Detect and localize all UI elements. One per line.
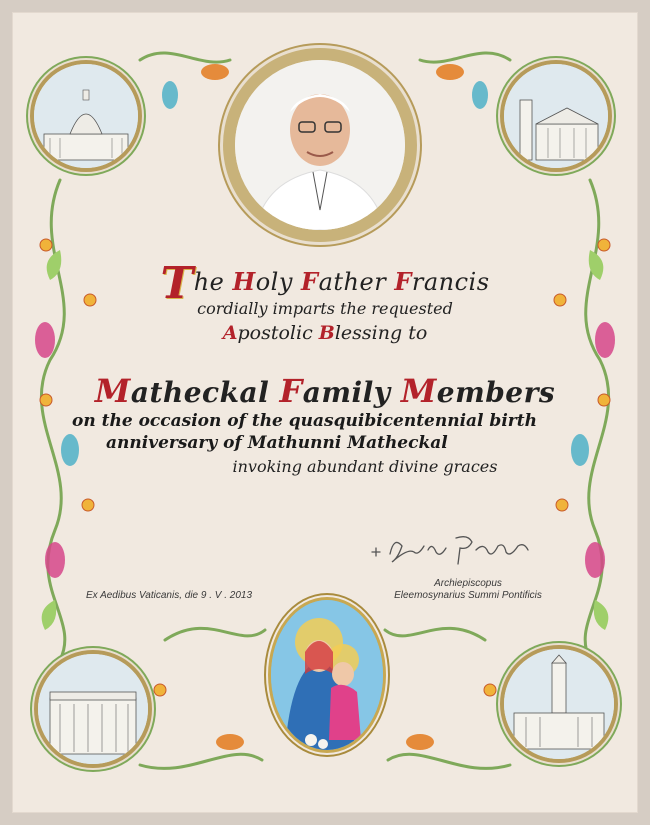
cathedral-icon	[38, 654, 148, 764]
recipient-rest-3: embers	[436, 376, 556, 409]
basilica-icon	[34, 64, 138, 168]
title-drop-letter: T	[160, 258, 194, 309]
signer-title-1: Archiepiscopus	[434, 578, 502, 589]
recipient-cap-3: M	[400, 372, 437, 410]
title-francis-rest: rancis	[411, 268, 490, 296]
bottom-left-medallion	[34, 650, 152, 768]
title-holy-cap: H	[232, 267, 256, 296]
title-holy-rest: oly	[255, 268, 293, 296]
madonna-medallion	[268, 597, 386, 753]
portrait-frame	[223, 48, 417, 242]
title-the-rest: he	[193, 268, 225, 296]
occasion-line-2: anniversary of Mathunni Matheckal	[106, 433, 448, 453]
occasion-line-1: on the occasion of the quasquibicentennial birth	[72, 411, 537, 431]
pope-portrait	[235, 60, 405, 230]
recipient-rest-1: atheckal	[130, 376, 270, 409]
title-francis-cap: F	[394, 267, 412, 296]
title-father-rest: ather	[318, 268, 387, 296]
recipient-cap-1: M	[94, 372, 131, 410]
title-father-cap: F	[301, 267, 319, 296]
apostolic-cap: A	[222, 322, 238, 344]
recipient-rest-2: amily	[302, 376, 391, 409]
recipient-name	[0, 372, 650, 410]
madonna-and-child-icon	[271, 600, 383, 750]
bell-tower-icon	[504, 649, 614, 759]
top-right-medallion	[500, 60, 612, 172]
imparts-line: cordially imparts the requested	[197, 299, 453, 318]
top-left-medallion	[30, 60, 142, 172]
bottom-right-medallion	[500, 645, 618, 763]
signer-title-2: Eleemosynarius Summi Pontificis	[394, 590, 542, 601]
pope-portrait-icon	[235, 60, 405, 230]
apostolic-rest: postolic	[237, 322, 313, 344]
blessing-cap: B	[318, 322, 335, 344]
handwritten-signature	[368, 528, 548, 568]
blessing-line	[0, 322, 650, 344]
blessing-rest: lessing	[334, 322, 403, 344]
blessing-to: to	[408, 322, 428, 344]
invoking-line: invoking abundant divine graces	[232, 457, 498, 476]
occasion-text	[20, 410, 650, 454]
place-date: Ex Aedibus Vaticanis, die 9 . V . 2013	[86, 590, 253, 601]
recipient-cap-2: F	[279, 372, 303, 410]
church-icon	[504, 64, 608, 168]
